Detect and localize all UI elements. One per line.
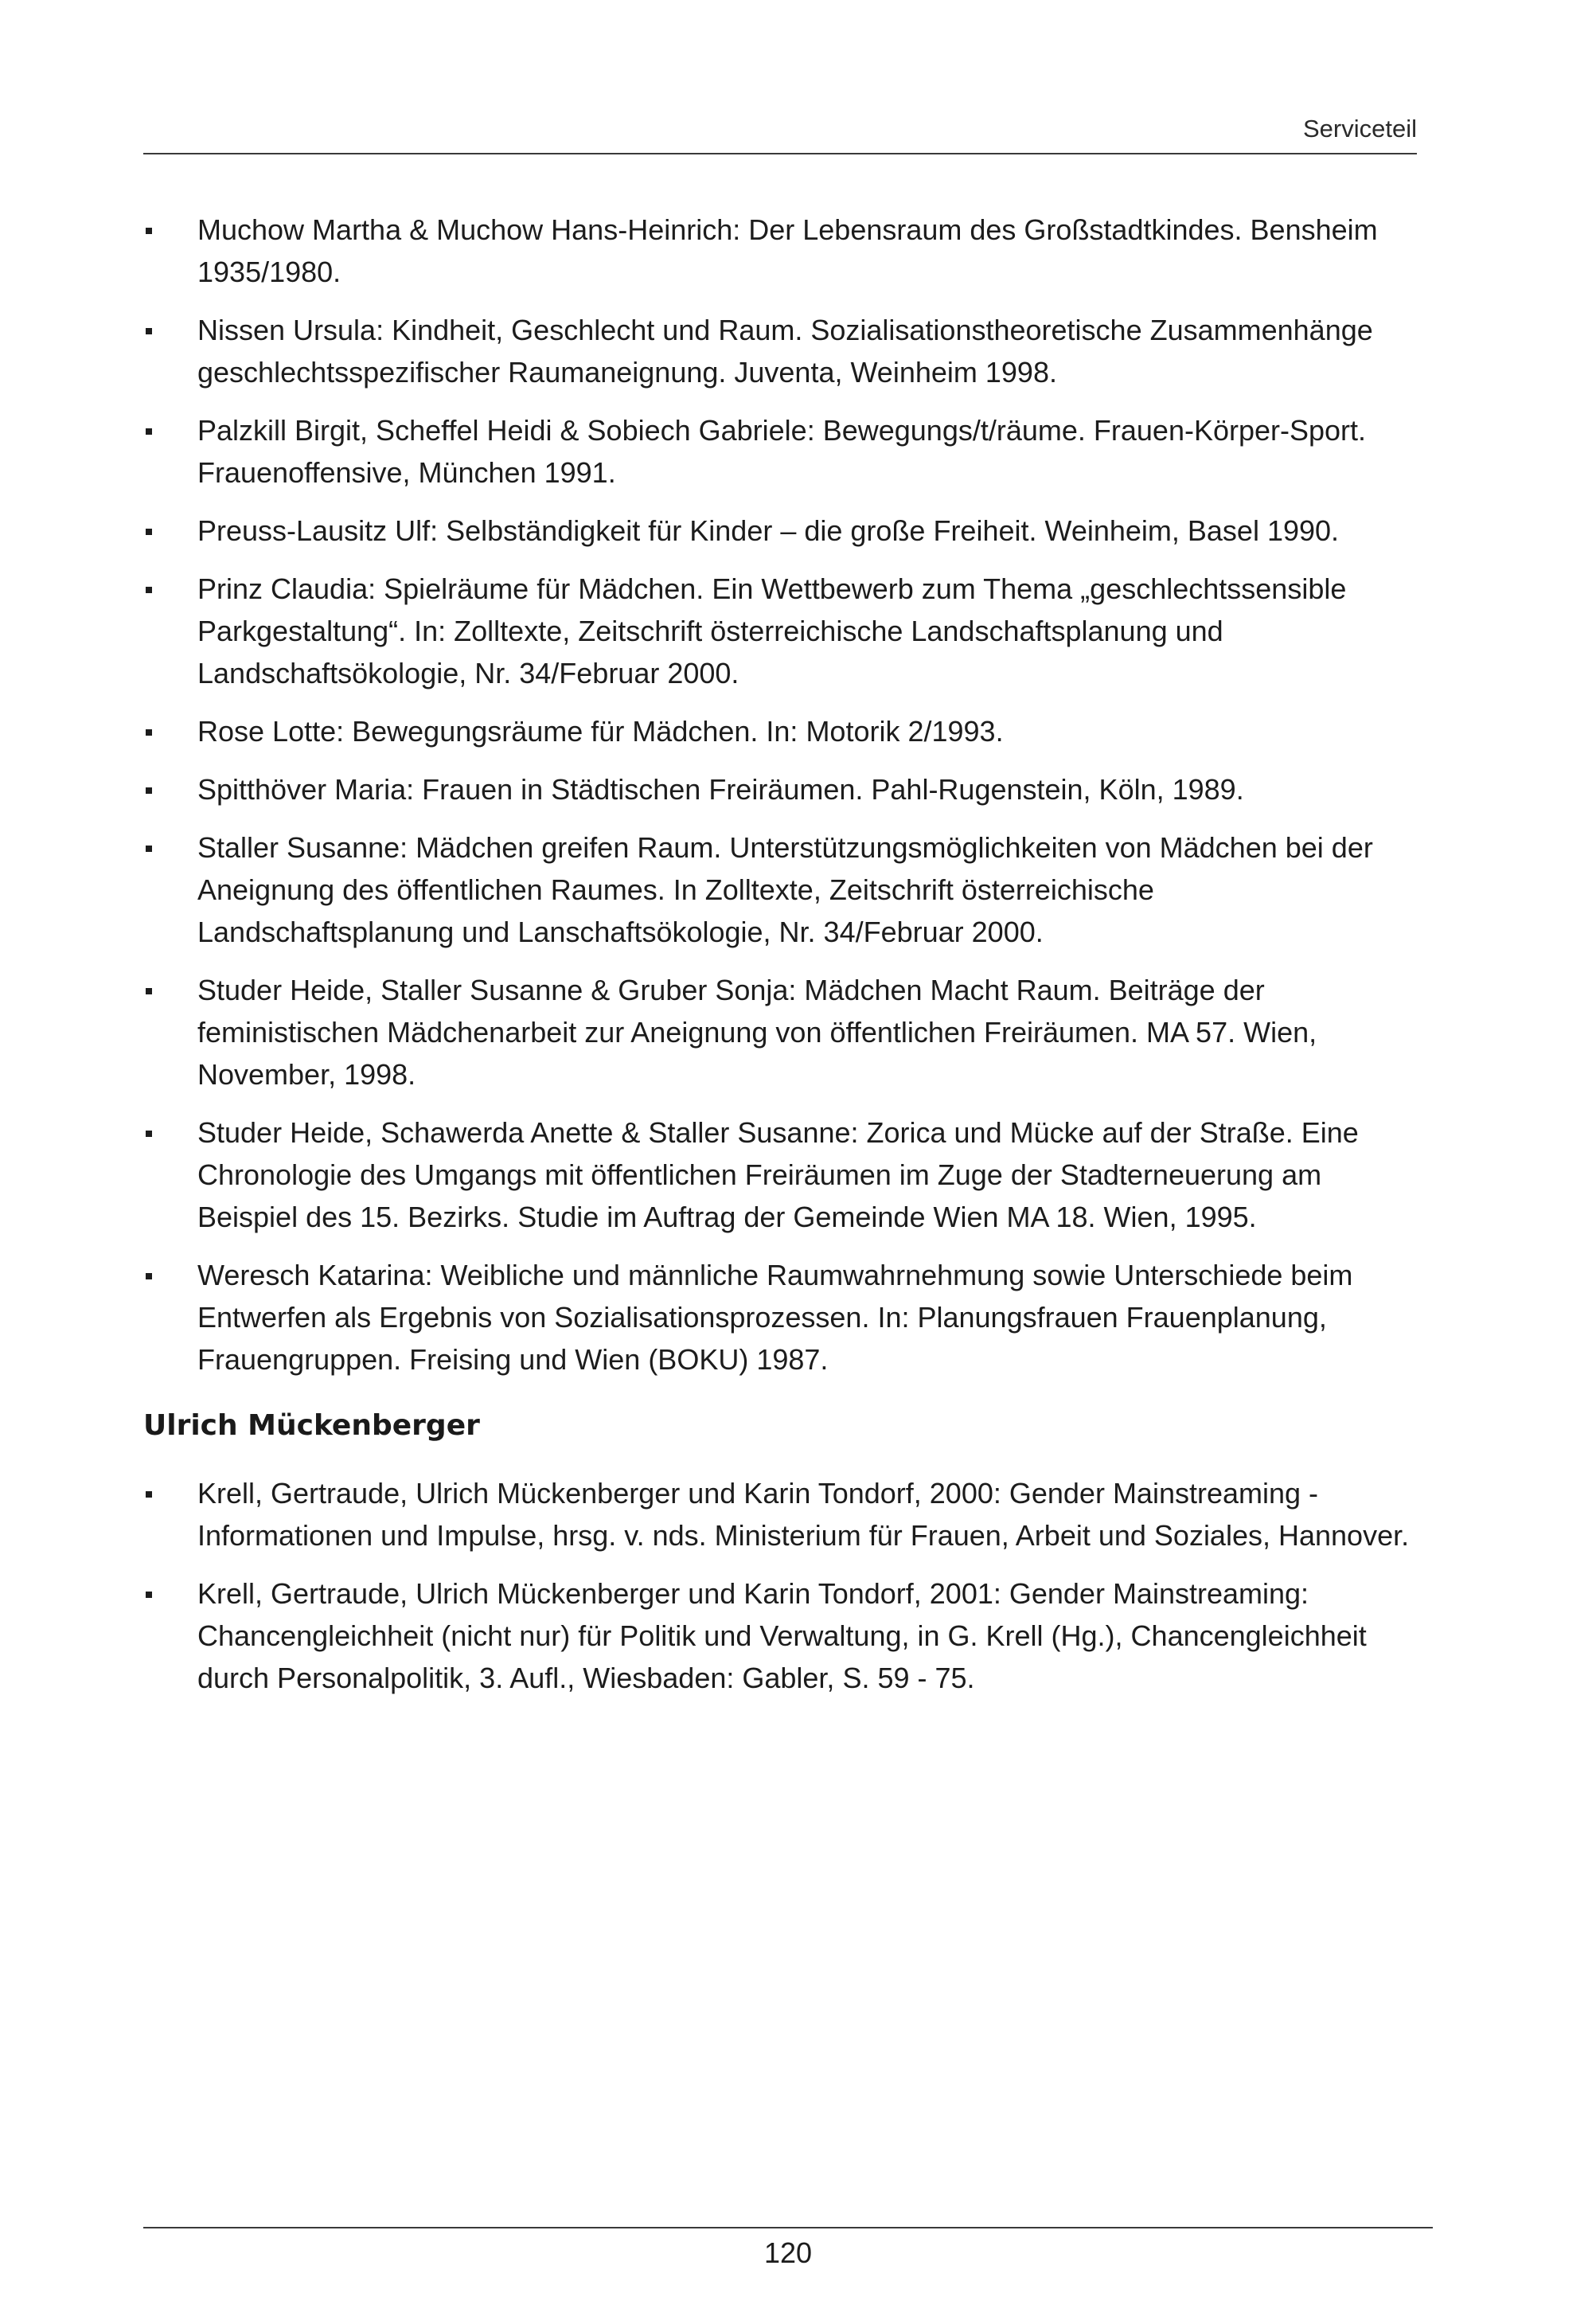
reference-item: [143, 768, 1417, 810]
bullet-icon: [146, 1131, 152, 1137]
reference-item: [143, 1572, 1417, 1699]
bullet-icon: [146, 587, 152, 593]
page-number: 120: [763, 2236, 813, 2269]
reference-item: [143, 209, 1417, 293]
bullet-icon: [146, 1273, 152, 1279]
reference-text: Weresch Katarina: Weibliche und männliche Raumwahrnehmung sowie Unterschiede beim Entwerfen als Ergebnis von Sozialisationsprozessen. In: Planungsfrauen Frauenplanung, Frauengruppen. Freising und Wien (BOKU) 1987.: [197, 1259, 1353, 1376]
reference-item: [143, 1472, 1417, 1556]
reference-item: [143, 309, 1417, 393]
bullet-icon: [146, 328, 152, 334]
reference-item: [143, 826, 1417, 953]
reference-item: [143, 710, 1417, 752]
reference-text: Muchow Martha & Muchow Hans-Heinrich: Der Lebensraum des Großstadtkindes. Bensheim 1935/1980.: [197, 213, 1378, 288]
reference-text: Prinz Claudia: Spielräume für Mädchen. Ein Wettbewerb zum Thema „geschlechtssensible Parkgestaltung“. In: Zolltexte, Zeitschrift österreichische Landschaftsplanung und Landschaftsökologie, Nr. 34/Februar 2000.: [197, 572, 1347, 689]
bullet-icon: [146, 729, 152, 736]
running-title: Serviceteil: [1303, 115, 1417, 143]
bullet-icon: [146, 1592, 152, 1598]
section-heading: Ulrich Mückenberger: [143, 1409, 480, 1442]
bullet-icon: [146, 846, 152, 852]
document-body: [143, 209, 1417, 1715]
reference-item: [143, 1254, 1417, 1381]
reference-text: Staller Susanne: Mädchen greifen Raum. Unterstützungsmöglichkeiten von Mädchen bei der Aneignung des öffentlichen Raumes. In Zolltexte, Zeitschrift österreichische Landschaftsplanung und Lanschaftsökologie, Nr. 34/Februar 2000.: [197, 831, 1373, 948]
reference-text: Rose Lotte: Bewegungsräume für Mädchen. In: Motorik 2/1993.: [197, 715, 1004, 748]
page-header: [143, 104, 1417, 154]
bullet-icon: [146, 228, 152, 234]
reference-text: Nissen Ursula: Kindheit, Geschlecht und Raum. Sozialisationstheoretische Zusammenhänge geschlechtsspezifischer Raumaneignung. Juventa, Weinheim 1998.: [197, 314, 1373, 389]
reference-item: [143, 568, 1417, 694]
bullet-icon: [146, 787, 152, 794]
bullet-icon: [146, 428, 152, 435]
reference-text: Spitthöver Maria: Frauen in Städtischen Freiräumen. Pahl-Rugenstein, Köln, 1989.: [197, 773, 1244, 806]
reference-item: [143, 969, 1417, 1096]
bullet-icon: [146, 1491, 152, 1498]
reference-text: Palzkill Birgit, Scheffel Heidi & Sobiech Gabriele: Bewegungs/t/räume. Frauen-Körper-Sport. Frauenoffensive, München 1991.: [197, 414, 1367, 489]
reference-list: [143, 1472, 1417, 1699]
page-footer: [143, 2227, 1433, 2270]
reference-text: Preuss-Lausitz Ulf: Selbständigkeit für Kinder – die große Freiheit. Weinheim, Basel 1990.: [197, 514, 1340, 547]
bullet-icon: [146, 988, 152, 994]
reference-text: Krell, Gertraude, Ulrich Mückenberger und Karin Tondorf, 2001: Gender Mainstreaming: Chancengleichheit (nicht nur) für Politik und Verwaltung, in G. Krell (Hg.), Chancengleichheit durch Personalpolitik, 3. Aufl., Wiesbaden: Gabler, S. 59 - 75.: [197, 1577, 1367, 1694]
bullet-icon: [146, 529, 152, 535]
reference-list: [143, 209, 1417, 1381]
reference-text: Krell, Gertraude, Ulrich Mückenberger und Karin Tondorf, 2000: Gender Mainstreaming - Informationen und Impulse, hrsg. v. nds. Ministerium für Frauen, Arbeit und Soziales, Hannover.: [197, 1477, 1410, 1552]
reference-text: Studer Heide, Schawerda Anette & Staller Susanne: Zorica und Mücke auf der Straße. Eine Chronologie des Umgangs mit öffentlichen Freiräumen im Zuge der Stadterneuerung am Beispiel des 15. Bezirks. Studie im Auftrag der Gemeinde Wien MA 18. Wien, 1995.: [197, 1116, 1359, 1233]
reference-item: [143, 510, 1417, 552]
reference-item: [143, 409, 1417, 494]
reference-text: Studer Heide, Staller Susanne & Gruber Sonja: Mädchen Macht Raum. Beiträge der feministischen Mädchenarbeit zur Aneignung von öffentlichen Freiräumen. MA 57. Wien, November, 1998.: [197, 974, 1317, 1091]
reference-item: [143, 1111, 1417, 1238]
